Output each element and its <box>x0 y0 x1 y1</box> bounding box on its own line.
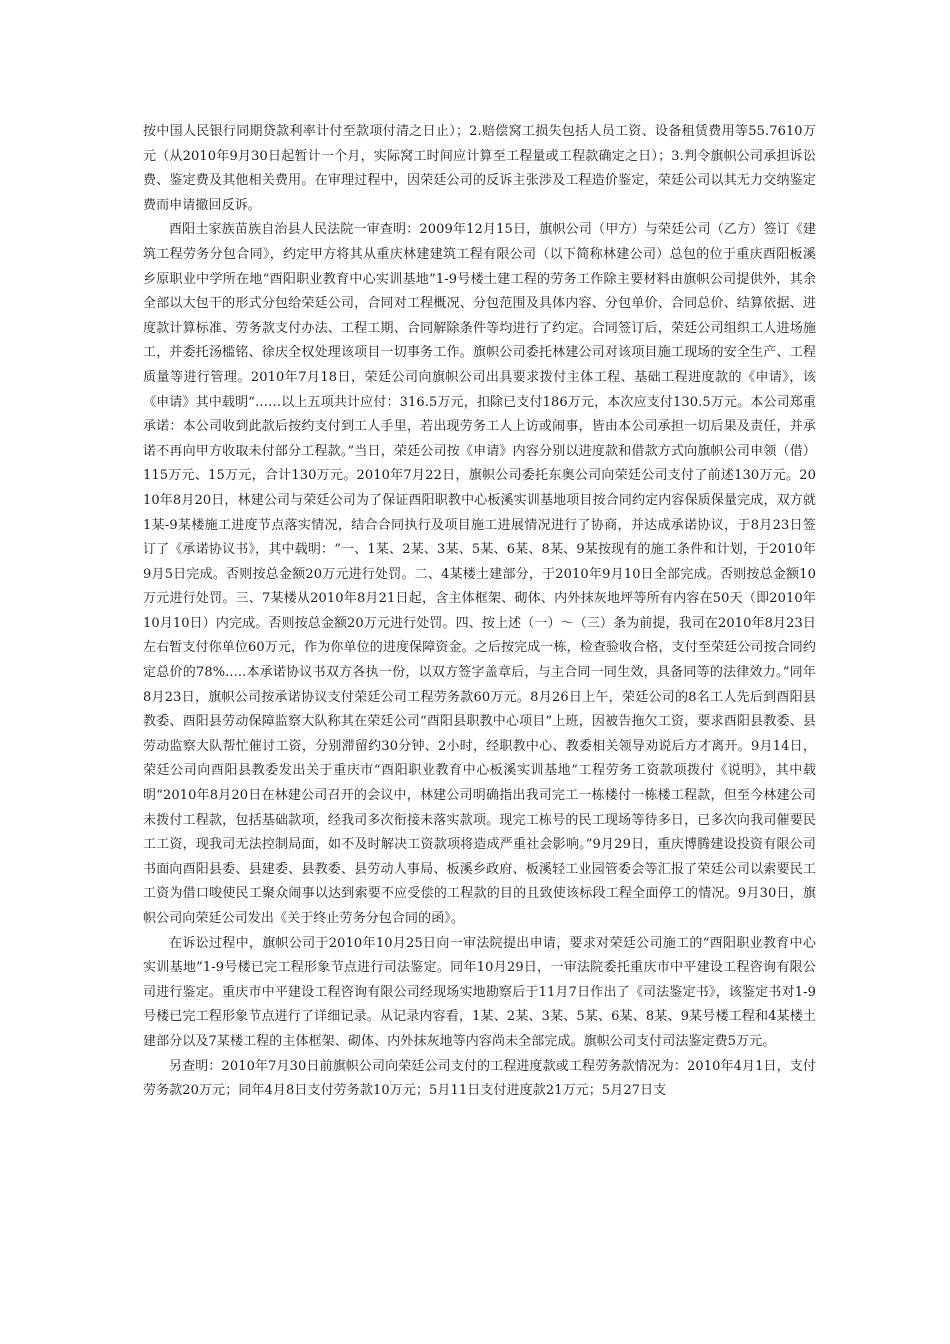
paragraph-2: 酉阳土家族苗族自治县人民法院一审查明：2009年12月15日，旗帜公司（甲方）与荣廷公司（乙方）签订《建筑工程劳务分包合同》，约定甲方将其从重庆林建建筑工程有限公司（以下简称林建公司）总包的位于重庆酉阳板溪乡原职业中学所在地“酉阳职业教育中心实训基地”1-9号楼土建工程的劳务工作除主要材料由旗帜公司提供外，其余全部以大包干的形式分包给荣廷公司，合同对工程概况、分包范围及具体内容、分包单价、合同总价、结算依据、进度款计算标准、劳务款支付办法、工程工期、合同解除条件等均进行了约定。合同签订后，荣廷公司组织工人进场施工，并委托汤槛铭、徐庆全权处理该项目一切事务工作。旗帜公司委托林建公司对该项目施工现场的安全生产、工程质量等进行管理。2010年7月18日，荣廷公司向旗帜公司出具要求拨付主体工程、基础工程进度款的《申请》，该《申请》其中载明“……以上五项共计应付：316.5万元，扣除已支付186万元，本次应支付130.5万元。本公司郑重承诺：本公司收到此款后按约支付到工人手里，若出现劳务工人上访或闹事，皆由本公司承担一切后果及责任，并承诺不再向甲方收取未付部分工程款。”当日，荣廷公司按《申请》内容分别以进度款和借款方式向旗帜公司申领（借）115万元、15万元，合计130万元。2010年7月22日，旗帜公司委托东奥公司向荣廷公司支付了前述130万元。2010年8月20日，林建公司与荣廷公司为了保证酉阳职教中心板溪实训基地项目按合同约定内容保质保量完成，双方就1某-9某楼施工进度节点落实情况，结合合同执行及项目施工进展情况进行了协商，并达成承诺协议，于8月23日签订了《承诺协议书》，其中载明：“一、1某、2某、3某、5某、6某、8某、9某按现有的施工条件和计划，于2010年9月5日完成。否则按总金额20万元进行处罚。二、4某楼土建部分，于2010年9月10日全部完成。否则按总金额10万元进行处罚。三、7某楼从2010年8月21日起，含主体框架、砌体、内外抹灰地坪等所有内容在50天（即2010年10月10日）内完成。否则按总金额20万元进行处罚。四、按上述（一）～（三）条为前提，我司在2010年8月23日左右暂支付你单位60万元，作为你单位的进度保障资金。之后按完成一栋，检查验收合格，支付至荣廷公司按合同约定总价的78%.....本承诺协议书双方各执一份，以双方签字盖章后，与主合同一同生效，具备同等的法律效力。”同年8月23日，旗帜公司按承诺协议支付荣廷公司工程劳务款60万元。8月26日上午，荣廷公司的8名工人先后到酉阳县教委、酉阳县劳动保障监察大队称其在荣廷公司“酉阳县职教中心项目”上班，因被告拖欠工资，要求酉阳县教委、县劳动监察大队帮忙催讨工资，分别滞留约30分钟、2小时，经职教中心、教委相关领导劝说后方才离开。9月14日，荣廷公司向酉阳县教委发出关于重庆市“酉阳职业教育中心板溪实训基地”工程劳务工资款项拨付《说明》，其中载明“2010年8月20日在林建公司召开的会议中，林建公司明确指出我司完工一栋楼付一栋楼工程款，但至今林建公司未拨付工程款，包括基础款项，经我司多次衔接未落实款项。现完工栋号的民工现场等待多日，已多次向我司催要民工工资，现我司无法控制局面，如不及时解决工资款项将造成严重社会影响。”9月29日，重庆博腾建设投资有限公司书面向酉阳县委、县建委、县教委、县劳动人事局、板溪乡政府、板溪轻工业园管委会等汇报了荣廷公司以索要民工工资为借口唆使民工聚众闹事以达到索要不应受偿的工程款的目的且致使该标段工程全面停工的情况。9月30日，旗帜公司向荣廷公司发出《关于终止劳务分包合同的函》。 <box>143 222 816 926</box>
paragraph-3: 在诉讼过程中，旗帜公司于2010年10月25日向一审法院提出申请，要求对荣廷公司施工的“酉阳职业教育中心实训基地”1-9号楼已完工程形象节点进行司法鉴定。同年10月29日，一审法院委托重庆市中平建设工程咨询有限公司进行鉴定。重庆市中平建设工程咨询有限公司经现场实地勘察后于11月7日作出了《司法鉴定书》，该鉴定书对1-9号楼已完工程形象节点进行了详细记录。从记录内容看，1某、2某、3某、5某、6某、8某、9某号楼工程和4某楼土建部分以及7某楼工程的主体框架、砌体、内外抹灰地等内容尚未全部完成。旗帜公司支付司法鉴定费5万元。 <box>143 935 816 1049</box>
document-body <box>143 120 816 1104</box>
paragraph-4: 另查明：2010年7月30日前旗帜公司向荣廷公司支付的工程进度款或工程劳务款情况为：2010年4月1日，支付劳务款20万元；同年4月8日支付劳务款10万元；5月11日支付进度款21万元；5月27日支 <box>143 1058 816 1099</box>
paragraph-1: 按中国人民银行同期贷款利率计付至款项付清之日止）；2.赔偿窝工损失包括人员工资、设备租赁费用等55.7610万元（从2010年9月30日起暂计一个月，实际窝工时间应计算至工程量或工程款确定之日）；3.判令旗帜公司承担诉讼费、鉴定费及其他相关费用。在审理过程中，因荣廷公司的反诉主张涉及工程造价鉴定，荣廷公司以其无力交纳鉴定费而申请撤回反诉。 <box>143 124 816 213</box>
